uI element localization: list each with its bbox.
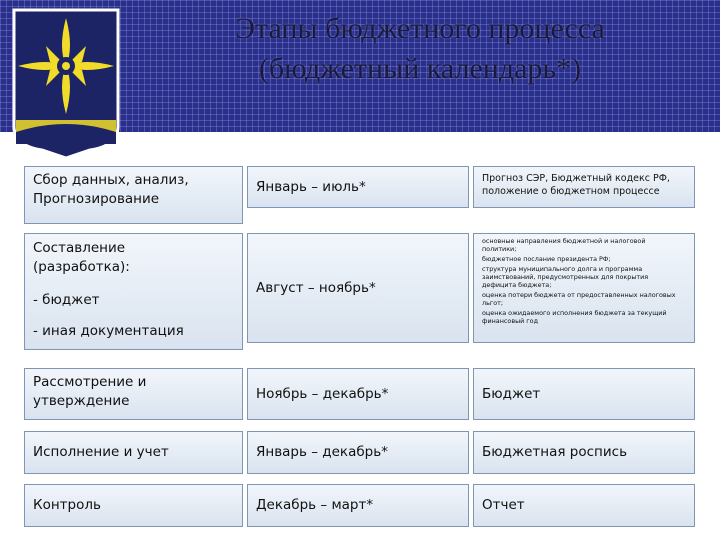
documents-text: основные направления бюджетной и налоговой <box>482 237 646 245</box>
stage-text: Рассмотрение и <box>33 374 147 390</box>
period-text: Январь – июль* <box>256 178 366 195</box>
documents-text: дефицита бюджета; <box>482 281 552 289</box>
documents-cell <box>473 368 695 420</box>
period-text: Декабрь – март* <box>256 497 374 513</box>
coat-of-arms-icon <box>10 8 122 158</box>
documents-text: Прогноз СЭР, Бюджетный кодекс РФ, <box>482 173 670 184</box>
period-cell <box>247 431 469 474</box>
stage-text: Прогнозирование <box>33 191 160 207</box>
documents-text: политики; <box>482 245 517 253</box>
stage-text: - иная документация <box>33 323 184 339</box>
documents-text: Отчет <box>482 497 525 513</box>
period-cell <box>247 368 469 420</box>
documents-text: Бюджетная роспись <box>482 444 628 460</box>
documents-text: оценка ожидаемого исполнения бюджета за текущий <box>482 309 667 317</box>
stage-text: Составление <box>33 240 126 256</box>
documents-text: Бюджет <box>482 385 541 402</box>
stage-text: Сбор данных, анализ, <box>33 172 189 188</box>
documents-text: финансовый год <box>482 317 538 325</box>
documents-cell <box>473 166 695 208</box>
stage-text: (разработка): <box>33 259 130 275</box>
stage-cell-approval <box>24 368 243 420</box>
period-text: Август – ноябрь* <box>256 279 376 296</box>
stage-cell-control <box>24 484 243 527</box>
period-cell <box>247 233 469 343</box>
documents-text: бюджетное послание президента РФ; <box>482 255 611 263</box>
documents-cell <box>473 233 695 343</box>
period-text: Январь – декабрь* <box>256 444 388 460</box>
documents-text: льгот; <box>482 299 503 307</box>
documents-text: оценка потери бюджета от предоставленных налоговых <box>482 291 676 299</box>
stage-text: Контроль <box>33 497 101 513</box>
documents-text: заимствований, предусмотренных для покрытия <box>482 273 649 281</box>
period-text: Ноябрь – декабрь* <box>256 385 389 402</box>
documents-cell <box>473 484 695 527</box>
stage-cell-data-collection <box>24 166 243 224</box>
documents-text: структура муниципального долга и программа <box>482 265 643 273</box>
documents-text: положение о бюджетном процессе <box>482 186 660 197</box>
title-line-2: (бюджетный календарь*) <box>258 52 582 85</box>
stage-cell-execution <box>24 431 243 474</box>
period-cell <box>247 484 469 527</box>
stage-cell-drafting <box>24 233 243 350</box>
stage-text: Исполнение и учет <box>33 444 169 460</box>
stage-text: утверждение <box>33 393 130 409</box>
title-line-1: Этапы бюджетного процесса <box>235 12 605 45</box>
documents-cell <box>473 431 695 474</box>
period-cell <box>247 166 469 208</box>
stage-text: - бюджет <box>33 292 100 308</box>
